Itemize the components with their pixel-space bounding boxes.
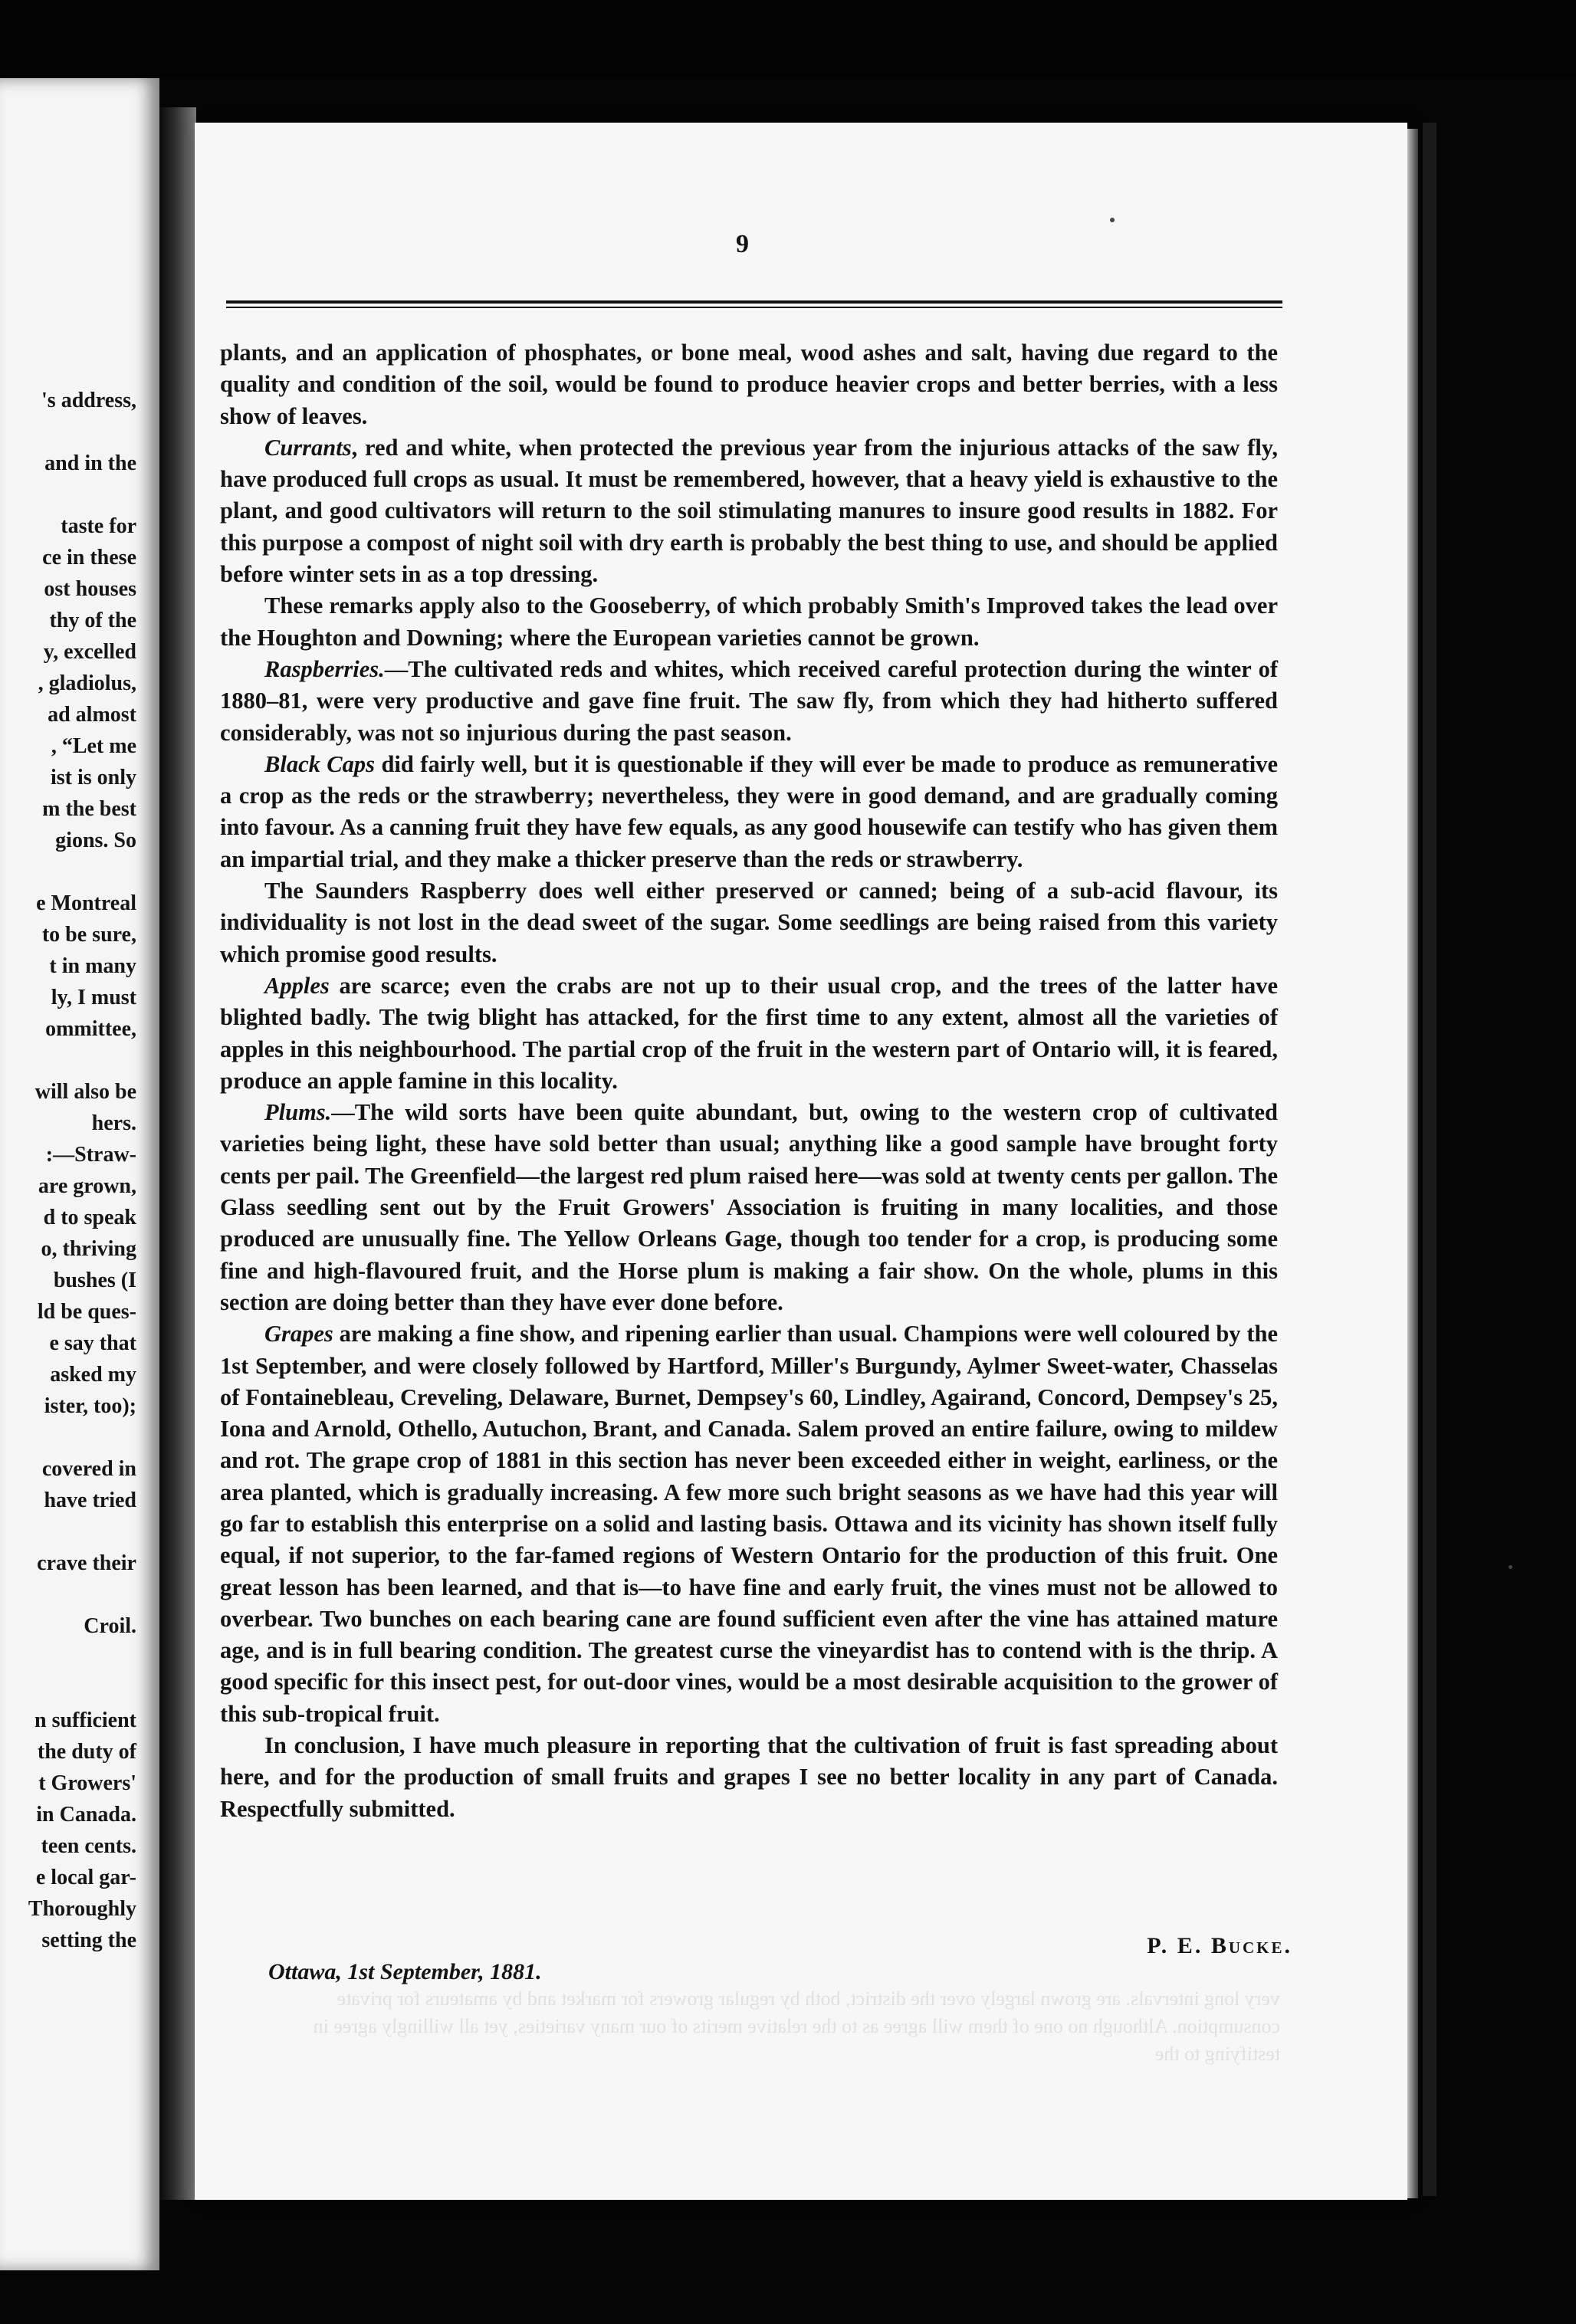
facing-page-line: n sufficient <box>34 1709 136 1732</box>
facing-page-line <box>0 1579 136 1610</box>
facing-page-text <box>0 385 136 1956</box>
facing-page-line: , gladiolus, <box>38 671 136 695</box>
paragraph-lead: Grapes <box>264 1321 333 1347</box>
facing-page-line: ce in these <box>42 546 136 570</box>
paragraph: In conclusion, I have much pleasure in reporting that the cultivation of fruit is fast spreading about here, and for the production of small fruits and grapes I see no better locality in any part of Canada. Respectfully submitted. <box>220 1732 1278 1822</box>
report-body <box>220 337 1278 1825</box>
facing-page-line: Croil. <box>84 1614 136 1638</box>
paragraph: The Saunders Raspberry does well either preserved or canned; being of a sub-acid flavour, its individuality is not lost in the dead sweet of the sugar. Some seedlings are being raised from this variety which promise good results. <box>220 878 1278 967</box>
facing-page-line: gions. So <box>55 829 136 852</box>
facing-page-line <box>0 1673 136 1705</box>
facing-page-left <box>0 78 159 2270</box>
paragraph-lead: Black Caps <box>264 750 376 777</box>
facing-page-line: ld be ques- <box>37 1300 136 1324</box>
facing-page-line: will also be <box>34 1080 136 1104</box>
facing-page-line <box>0 416 136 448</box>
facing-page-line: , “Let me <box>51 734 136 758</box>
facing-page-line: ost houses <box>44 577 136 601</box>
facing-page-line: taste for <box>61 514 136 538</box>
facing-page-line: are grown, <box>38 1174 136 1198</box>
facing-page-line: crave their <box>37 1551 136 1575</box>
paragraph: Grapes are making a fine show, and ripening earlier than usual. Champions were well coloured by the 1st September, and were closely followed by Hartford, Miller's Burgundy, Aylmer Sweet-water, Chasselas of Fontainebleau, Creveling, Delaware, Burnet, Dempsey's 60, Lindley, Agairand, Concord, Dempsey's 25, Iona and Arnold, Othello, Autuchon, Brant, and Canada. Salem proved an entire failure, owing to mildew and rot. The grape crop of 1881 in this section has never been exceeded either in weight, earliness, or the area planted, which is gradually increasing. A few more such bright seasons as we have had this year will go far to establish this enterprise on a solid and lasting basis. Ottawa and its vicinity has shown itself fully equal, if not superior, to the far-famed regions of Western Ontario for the production of this fruit. One great lesson has been learned, and that is—to have fine and early fruit, the vines must not be allowed to overbear. Two bunches on each bearing cane are found sufficient even after the vine has attained mature age, and is in full bearing condition. The greatest curse the vineyardist has to contend with is the thrip. A good specific for this insect pest, for out-door vines, would be a most desirable acquisition to the grower of this sub-tropical fruit. <box>220 1321 1278 1727</box>
book-gutter <box>159 107 196 2200</box>
header-rule-thick <box>226 300 1282 304</box>
facing-page-line <box>0 1516 136 1548</box>
scan-background-right <box>1423 123 1436 2196</box>
facing-page-line: ad almost <box>48 703 136 727</box>
facing-page-line: o, thriving <box>41 1237 136 1261</box>
facing-page-line: setting the <box>41 1928 136 1952</box>
page-edge-shadow <box>1407 129 1418 2198</box>
facing-page-line: bushes (I <box>53 1269 136 1292</box>
facing-page-line: ly, I must <box>51 986 136 1009</box>
facing-page-line <box>0 1045 136 1076</box>
paragraph: Raspberries.—The cultivated reds and whites, which received careful protection during the winter of 1880–81, were very productive and gave fine fruit. The saw fly, from which they had hitherto suffered considerably, was not so injurious during the past season. <box>220 655 1278 746</box>
facing-page-line: ist is only <box>50 766 136 789</box>
paragraph: Black Caps did fairly well, but it is questionable if they will ever be made to produce as remunerative a crop as the reds or the strawberry; nevertheless, they were in good demand, and are gradually coming into favour. As a canning fruit they have few equals, as any good housewife can testify who has given them an impartial trial, and they make a thicker preserve than the reds or strawberry. <box>220 750 1278 872</box>
paragraph: Currants, red and white, when protected the previous year from the injurious attacks of the saw fly, have produced full crops as usual. It must be remembered, however, that a heavy yield is exhaustive to the plant, and good cultivators will return to the soil stimulating manures to insure good results in 1882. For this purpose a compost of night soil with dry earth is probably the best thing to use, and should be applied before winter sets in as a top dressing. <box>220 434 1278 588</box>
page-number: 9 <box>736 230 749 258</box>
facing-page-line: ister, too); <box>44 1394 136 1418</box>
paragraph: plants, and an application of phosphates, or bone meal, wood ashes and salt, having due regard to the quality and condition of the soil, would be found to produce heavier crops and better berries, with a less show of leaves. <box>220 340 1278 429</box>
facing-page-line: d to speak <box>43 1206 136 1229</box>
facing-page-line: m the best <box>42 797 136 821</box>
bleed-through-text: very long intervals. are grown largely over the district, both by regular growers for market and by amateurs for private consumption. Although no one of them will agree as to the relative merits of our many varieties, yet all willingly agree in testifying to the <box>313 1988 1280 2065</box>
dateline: Ottawa, 1st September, 1881. <box>268 1959 542 1984</box>
facing-page-line <box>0 479 136 510</box>
facing-page-line: e local gar- <box>35 1866 136 1889</box>
paragraph-lead: Apples <box>264 972 330 999</box>
paragraph-lead: Plums. <box>264 1099 332 1126</box>
facing-page-line: have tried <box>44 1489 136 1512</box>
paragraph: These remarks apply also to the Gooseberry, of which probably Smith's Improved takes the lead over the Houghton and Downing; where the European varieties cannot be grown. <box>220 592 1278 651</box>
facing-page-line: covered in <box>41 1457 136 1481</box>
facing-page-line <box>0 1422 136 1453</box>
facing-page-line: t Growers' <box>38 1771 136 1795</box>
scan-speck <box>1509 1565 1512 1569</box>
facing-page-line: asked my <box>50 1363 136 1387</box>
facing-page-line: thy of the <box>49 609 136 632</box>
facing-page-line <box>0 856 136 888</box>
paragraph: Apples are scarce; even the crabs are not up to their usual crop, and the trees of the latter have blighted badly. The twig blight has attacked, for the first time to any extent, almost all the varieties of apples in this neighbourhood. The partial crop of the fruit in the western part of Ontario will, it is feared, produce an apple famine in this locality. <box>220 972 1278 1094</box>
facing-page-line: the duty of <box>37 1740 136 1764</box>
scan-background-top <box>0 0 1576 77</box>
facing-page-line: hers. <box>91 1111 136 1135</box>
signature: P. E. Bucke. <box>1147 1933 1292 1958</box>
facing-page-line <box>0 1642 136 1673</box>
paragraph-lead: Currants <box>264 434 352 461</box>
facing-page-line: :—Straw- <box>45 1143 136 1167</box>
facing-page-line: y, excelled <box>43 640 136 664</box>
paragraph-lead: Raspberries. <box>264 655 385 682</box>
facing-page-line: in Canada. <box>36 1803 136 1827</box>
header-rule-thin <box>226 307 1282 308</box>
facing-page-line: to be sure, <box>41 923 136 947</box>
facing-page-line: e say that <box>49 1331 136 1355</box>
facing-page-line: and in the <box>44 451 136 475</box>
facing-page-line: e Montreal <box>36 891 136 915</box>
facing-page-line: ommittee, <box>45 1017 136 1041</box>
facing-page-line: t in many <box>49 954 136 978</box>
scan-speck <box>1110 218 1115 222</box>
facing-page-line: teen cents. <box>41 1834 136 1858</box>
facing-page-line: 's address, <box>41 389 136 412</box>
paragraph: Plums.—The wild sorts have been quite abundant, but, owing to the western crop of cultivated varieties being light, these have sold better than usual; anything like a good sample have brought forty cents per pail. The Greenfield—the largest red plum raised here—was sold at twenty cents per gallon. The Glass seedling sent out by the Fruit Growers' Association is fruiting in many localities, and those produced are unusually fine. The Yellow Orleans Gage, though too tender for a crop, is producing some fine and high-flavoured fruit, and the Horse plum is making a fair show. On the whole, plums in this section are doing better than they have ever done before. <box>220 1099 1278 1315</box>
facing-page-line: Thoroughly <box>28 1897 136 1921</box>
